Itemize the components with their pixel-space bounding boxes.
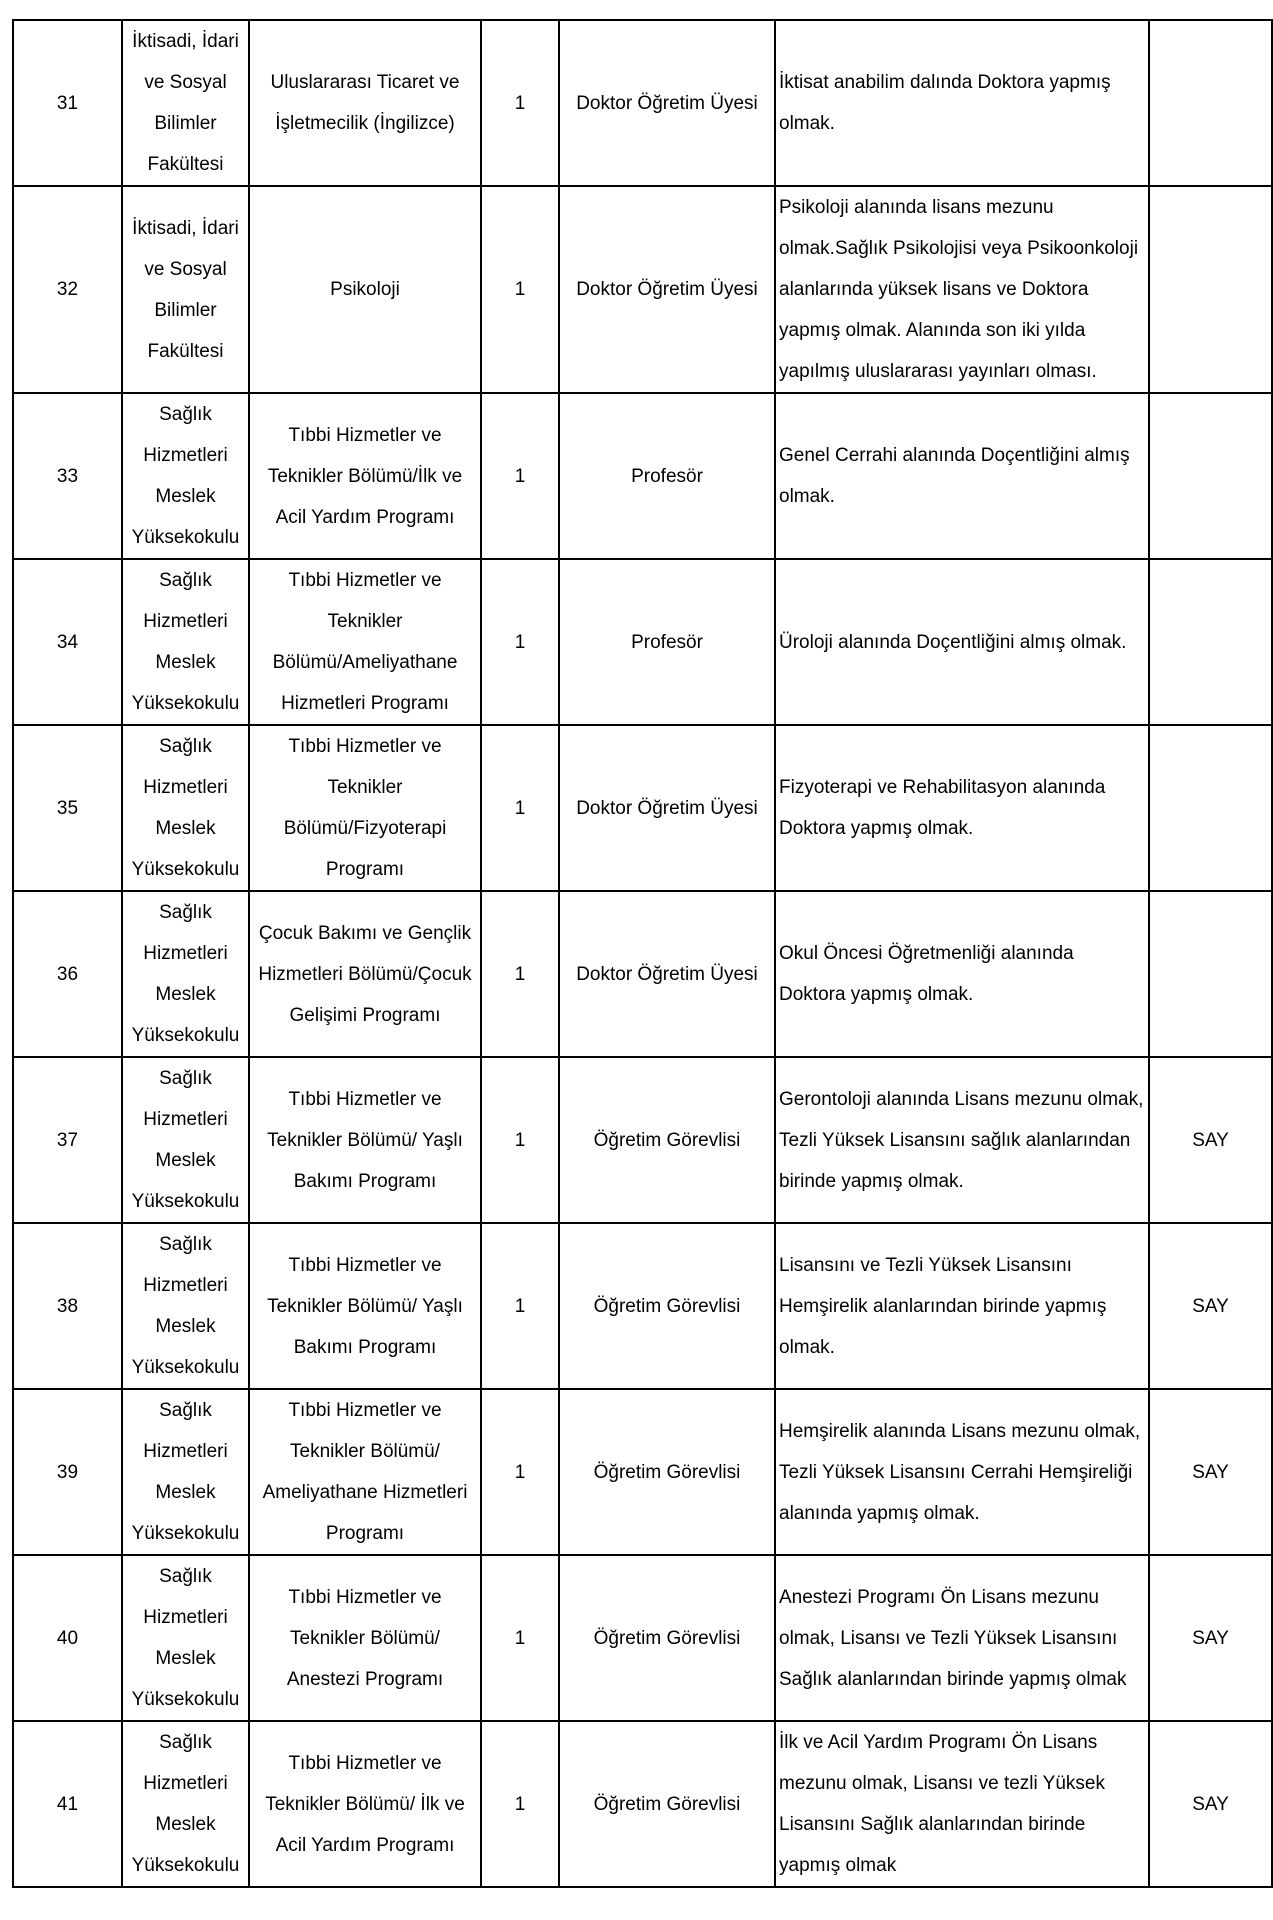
unit-name: Sağlık Hizmetleri Meslek Yüksekokulu <box>122 1389 249 1555</box>
unit-name: Sağlık Hizmetleri Meslek Yüksekokulu <box>122 1223 249 1389</box>
department-name: Tıbbi Hizmetler ve Teknikler Bölümü/ Ameliyathane Hizmetleri Programı <box>249 1389 481 1555</box>
requirement-text: İlk ve Acil Yardım Programı Ön Lisans mezunu olmak, Lisansı ve tezli Yüksek Lisansını Sağlık alanlarından birinde yapmış olmak <box>775 1721 1149 1887</box>
row-number: 40 <box>13 1555 122 1721</box>
table-row <box>13 1223 1272 1389</box>
department-name: Tıbbi Hizmetler ve Teknikler Bölümü/Ameliyathane Hizmetleri Programı <box>249 559 481 725</box>
requirement-text: Anestezi Programı Ön Lisans mezunu olmak, Lisansı ve Tezli Yüksek Lisansını Sağlık alanlarından birinde yapmış olmak <box>775 1555 1149 1721</box>
requirement-text: Genel Cerrahi alanında Doçentliğini almış olmak. <box>775 393 1149 559</box>
score-type <box>1149 186 1272 393</box>
unit-name: İktisadi, İdari ve Sosyal Bilimler Fakültesi <box>122 186 249 393</box>
department-name: Tıbbi Hizmetler ve Teknikler Bölümü/ Yaşlı Bakımı Programı <box>249 1223 481 1389</box>
row-number: 37 <box>13 1057 122 1223</box>
requirement-text: Okul Öncesi Öğretmenliği alanında Doktora yapmış olmak. <box>775 891 1149 1057</box>
academic-title: Doktor Öğretim Üyesi <box>559 20 775 186</box>
positions-table <box>12 19 1273 1888</box>
academic-title: Öğretim Görevlisi <box>559 1389 775 1555</box>
requirement-text: Fizyoterapi ve Rehabilitasyon alanında Doktora yapmış olmak. <box>775 725 1149 891</box>
academic-title: Öğretim Görevlisi <box>559 1555 775 1721</box>
score-type <box>1149 559 1272 725</box>
position-count: 1 <box>481 20 559 186</box>
academic-title: Öğretim Görevlisi <box>559 1057 775 1223</box>
department-name: Tıbbi Hizmetler ve Teknikler Bölümü/İlk ve Acil Yardım Programı <box>249 393 481 559</box>
academic-title: Profesör <box>559 393 775 559</box>
row-number: 34 <box>13 559 122 725</box>
score-type <box>1149 725 1272 891</box>
unit-name: Sağlık Hizmetleri Meslek Yüksekokulu <box>122 891 249 1057</box>
position-count: 1 <box>481 1223 559 1389</box>
table-row <box>13 393 1272 559</box>
table-row <box>13 891 1272 1057</box>
unit-name: Sağlık Hizmetleri Meslek Yüksekokulu <box>122 559 249 725</box>
row-number: 36 <box>13 891 122 1057</box>
position-count: 1 <box>481 725 559 891</box>
position-count: 1 <box>481 393 559 559</box>
table-row <box>13 1389 1272 1555</box>
position-count: 1 <box>481 559 559 725</box>
row-number: 32 <box>13 186 122 393</box>
requirement-text: Psikoloji alanında lisans mezunu olmak.Sağlık Psikolojisi veya Psikoonkoloji alanlarında yüksek lisans ve Doktora yapmış olmak. Alanında son iki yılda yapılmış uluslararası yayınları olması. <box>775 186 1149 393</box>
department-name: Çocuk Bakımı ve Gençlik Hizmetleri Bölümü/Çocuk Gelişimi Programı <box>249 891 481 1057</box>
row-number: 38 <box>13 1223 122 1389</box>
score-type: SAY <box>1149 1555 1272 1721</box>
unit-name: Sağlık Hizmetleri Meslek Yüksekokulu <box>122 1057 249 1223</box>
score-type <box>1149 891 1272 1057</box>
table-row <box>13 20 1272 186</box>
department-name: Uluslararası Ticaret ve İşletmecilik (İngilizce) <box>249 20 481 186</box>
row-number: 39 <box>13 1389 122 1555</box>
table-row <box>13 1057 1272 1223</box>
position-count: 1 <box>481 1057 559 1223</box>
unit-name: Sağlık Hizmetleri Meslek Yüksekokulu <box>122 1555 249 1721</box>
table-row <box>13 725 1272 891</box>
table-row <box>13 1721 1272 1887</box>
score-type <box>1149 20 1272 186</box>
unit-name: Sağlık Hizmetleri Meslek Yüksekokulu <box>122 725 249 891</box>
academic-title: Öğretim Görevlisi <box>559 1223 775 1389</box>
table-row <box>13 559 1272 725</box>
academic-title: Doktor Öğretim Üyesi <box>559 186 775 393</box>
row-number: 31 <box>13 20 122 186</box>
score-type: SAY <box>1149 1721 1272 1887</box>
academic-title: Profesör <box>559 559 775 725</box>
score-type: SAY <box>1149 1389 1272 1555</box>
requirement-text: Üroloji alanında Doçentliğini almış olmak. <box>775 559 1149 725</box>
position-count: 1 <box>481 1721 559 1887</box>
requirement-text: Gerontoloji alanında Lisans mezunu olmak, Tezli Yüksek Lisansını sağlık alanlarından birinde yapmış olmak. <box>775 1057 1149 1223</box>
row-number: 33 <box>13 393 122 559</box>
row-number: 41 <box>13 1721 122 1887</box>
department-name: Tıbbi Hizmetler ve Teknikler Bölümü/ İlk ve Acil Yardım Programı <box>249 1721 481 1887</box>
table-row <box>13 1555 1272 1721</box>
position-count: 1 <box>481 1555 559 1721</box>
row-number: 35 <box>13 725 122 891</box>
position-count: 1 <box>481 1389 559 1555</box>
requirement-text: Lisansını ve Tezli Yüksek Lisansını Hemşirelik alanlarından birinde yapmış olmak. <box>775 1223 1149 1389</box>
table-row <box>13 186 1272 393</box>
requirement-text: İktisat anabilim dalında Doktora yapmış olmak. <box>775 20 1149 186</box>
position-count: 1 <box>481 186 559 393</box>
academic-title: Doktor Öğretim Üyesi <box>559 725 775 891</box>
department-name: Psikoloji <box>249 186 481 393</box>
academic-title: Doktor Öğretim Üyesi <box>559 891 775 1057</box>
academic-title: Öğretim Görevlisi <box>559 1721 775 1887</box>
unit-name: Sağlık Hizmetleri Meslek Yüksekokulu <box>122 1721 249 1887</box>
department-name: Tıbbi Hizmetler ve Teknikler Bölümü/Fizyoterapi Programı <box>249 725 481 891</box>
department-name: Tıbbi Hizmetler ve Teknikler Bölümü/ Yaşlı Bakımı Programı <box>249 1057 481 1223</box>
requirement-text: Hemşirelik alanında Lisans mezunu olmak, Tezli Yüksek Lisansını Cerrahi Hemşireliği alanında yapmış olmak. <box>775 1389 1149 1555</box>
score-type: SAY <box>1149 1223 1272 1389</box>
score-type <box>1149 393 1272 559</box>
unit-name: İktisadi, İdari ve Sosyal Bilimler Fakültesi <box>122 20 249 186</box>
score-type: SAY <box>1149 1057 1272 1223</box>
department-name: Tıbbi Hizmetler ve Teknikler Bölümü/ Anestezi Programı <box>249 1555 481 1721</box>
unit-name: Sağlık Hizmetleri Meslek Yüksekokulu <box>122 393 249 559</box>
position-count: 1 <box>481 891 559 1057</box>
